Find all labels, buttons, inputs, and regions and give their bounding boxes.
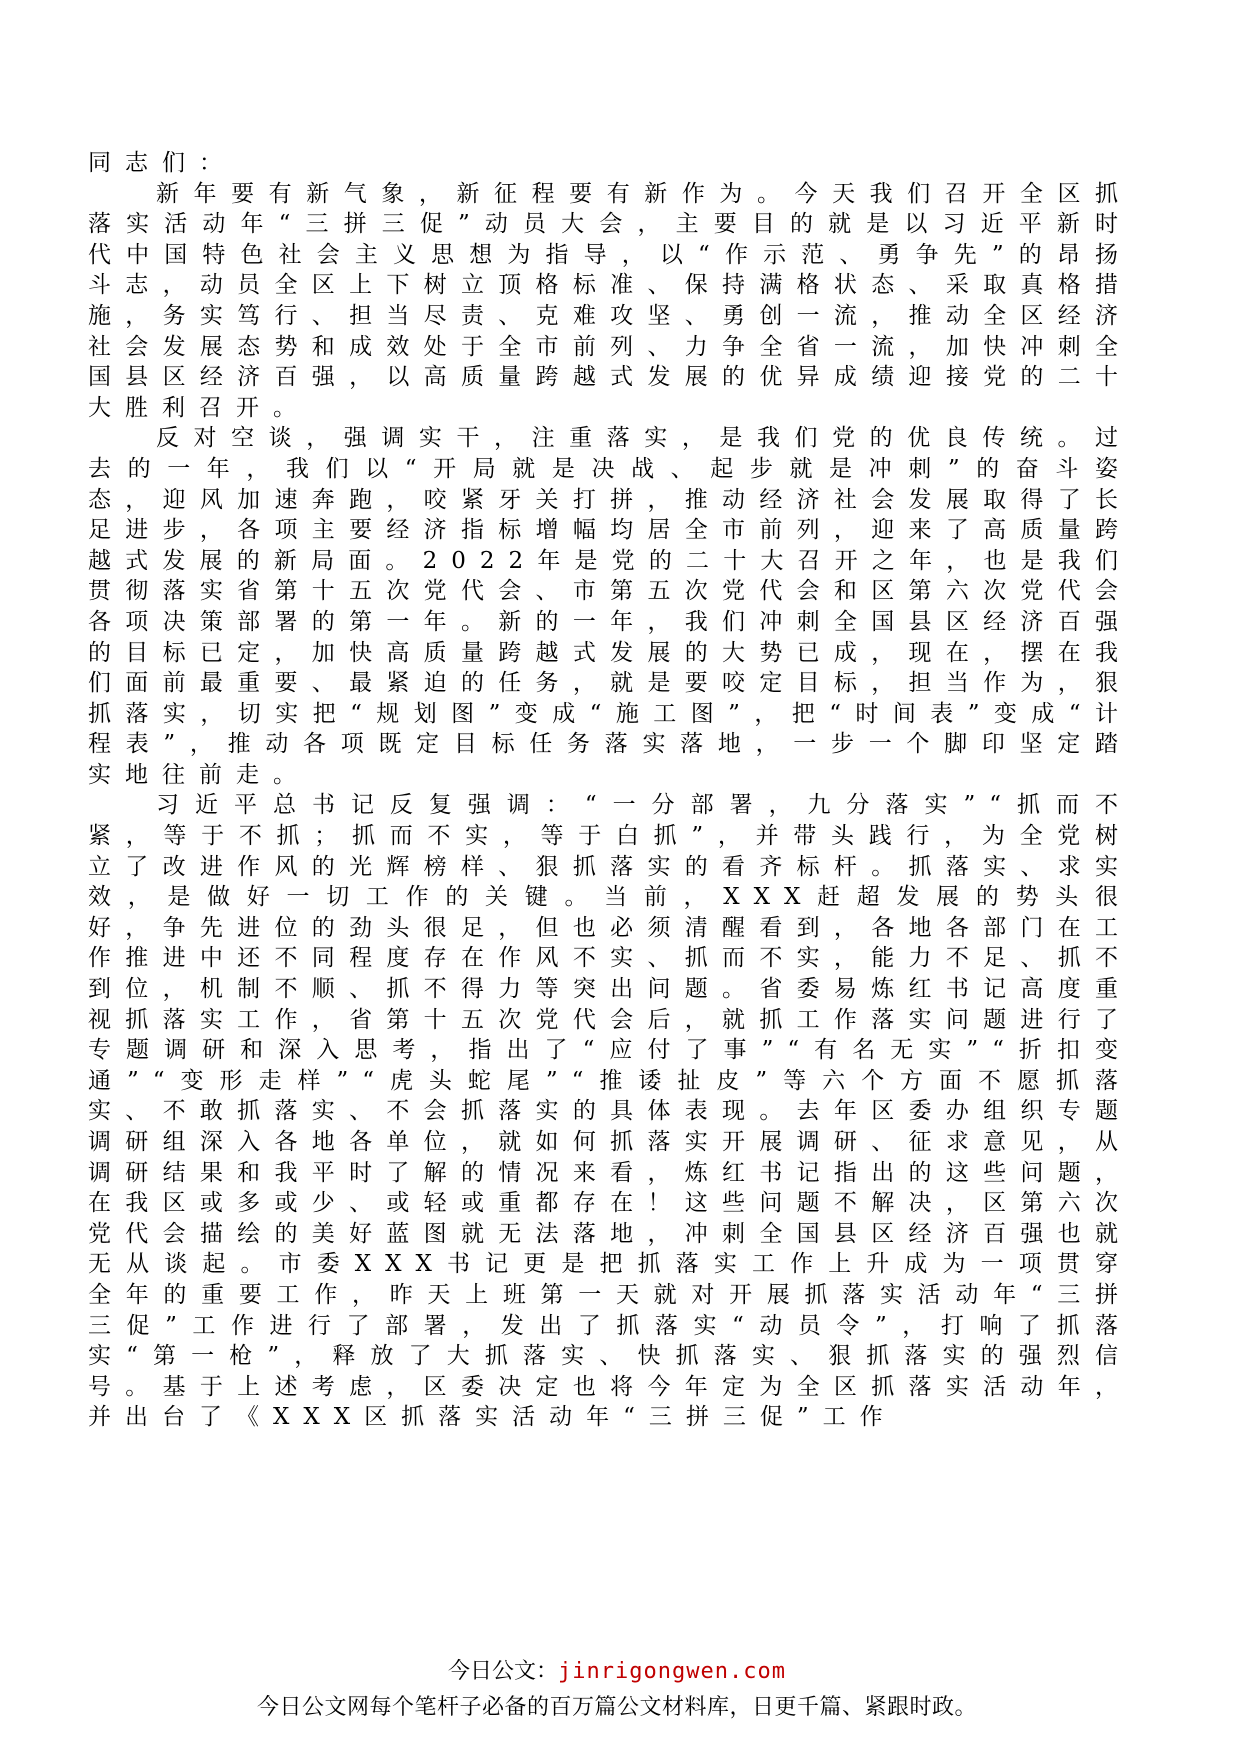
greeting: 同志们： (88, 150, 236, 176)
paragraph-2: 反对空谈，强调实干，注重落实，是我们党的优良传统。过去的一年，我们以“开局就是决战、起步就是冲刺”的奋斗姿态，迎风加速奔跑，咬紧牙关打拼，推动经济社会发展取得了长足进步，各项主要经济指标增幅均居全市前列，迎来了高质量跨越式发展的新局面。2022年是党的二十大召开之年，也是我们贯彻落实省第十五次党代会、市第五次党代会和区第六次党代会各项决策部署的第一年。新的一年，我们冲刺全国县区经济百强的目标已定，加快高质量跨越式发展的大势已成，现在，摆在我们面前最重要、最紧迫的任务，就是要咬定目标，担当作为，狠抓落实，切实把“规划图”变成“施工图”，把“时间表”变成“计程表”，推动各项既定目标任务落实落地，一步一个脚印坚定踏实地往前走。 (88, 425, 1132, 788)
footer-tagline: 今日公文网每个笔杆子必备的百万篇公文材料库，日更千篇、紧跟时政。 (256, 1695, 977, 1720)
paragraph-3: 习近平总书记反复强调：“一分部署，九分落实”“抓而不紧，等于不抓；抓而不实，等于白抓”，并带头践行，为全党树立了改进作风的光辉榜样、狠抓落实的看齐标杆。抓落实、求实效，是做好一切工作的关键。当前，XXX赶超发展的势头很好，争先进位的劲头很足，但也必须清醒看到，各地各部门在工作推进中还不同程度存在作风不实、抓而不实，能力不足、抓不到位，机制不顺、抓不得力等突出问题。省委易炼红书记高度重视抓落实工作，省第十五次党代会后，就抓工作落实问题进行了专题调研和深入思考，指出了“应付了事”“有名无实”“折扣变通”“变形走样”“虎头蛇尾”“推诿扯皮”等六个方面不愿抓落实、不敢抓落实、不会抓落实的具体表现。去年区委办组织专题调研组深入各地各单位，就如何抓落实开展调研、征求意见，从调研结果和我平时了解的情况来看，炼红书记指出的这些问题，在我区或多或少、或轻或重都存在！这些问题不解决，区第六次党代会描绘的美好蓝图就无法落地，冲刺全国县区经济百强也就无从谈起。市委XXX书记更是把抓落实工作上升成为一项贯穿全年的重要工作，昨天上班第一天就对开展抓落实活动年“三拼三促”工作进行了部署，发出了抓落实“动员令”，打响了抓落实“第一枪”，释放了大抓落实、快抓落实、狠抓落实的强烈信号。基于上述考虑，区委决定也将今年定为全区抓落实活动年，并出台了《XXX区抓落实活动年“三拼三促”工作 (88, 792, 1132, 1431)
footer-site-label: 今日公文： (448, 1659, 559, 1684)
footer-site-line (0, 1658, 1234, 1686)
paragraph-1: 新年要有新气象，新征程要有新作为。今天我们召开全区抓落实活动年“三拼三促”动员大会，主要目的就是以习近平新时代中国特色社会主义思想为指导，以“作示范、勇争先”的昂扬斗志，动员全区上下树立顶格标准、保持满格状态、采取真格措施，务实笃行、担当尽责、克难攻坚、勇创一流，推动全区经济社会发展态势和成效处于全市前列、力争全省一流，加快冲刺全国县区经济百强，以高质量跨越式发展的优异成绩迎接党的二十大胜利召开。 (88, 180, 1132, 421)
document-body (88, 148, 1132, 1433)
footer-site-link[interactable]: jinrigongwen.com (558, 1659, 786, 1684)
